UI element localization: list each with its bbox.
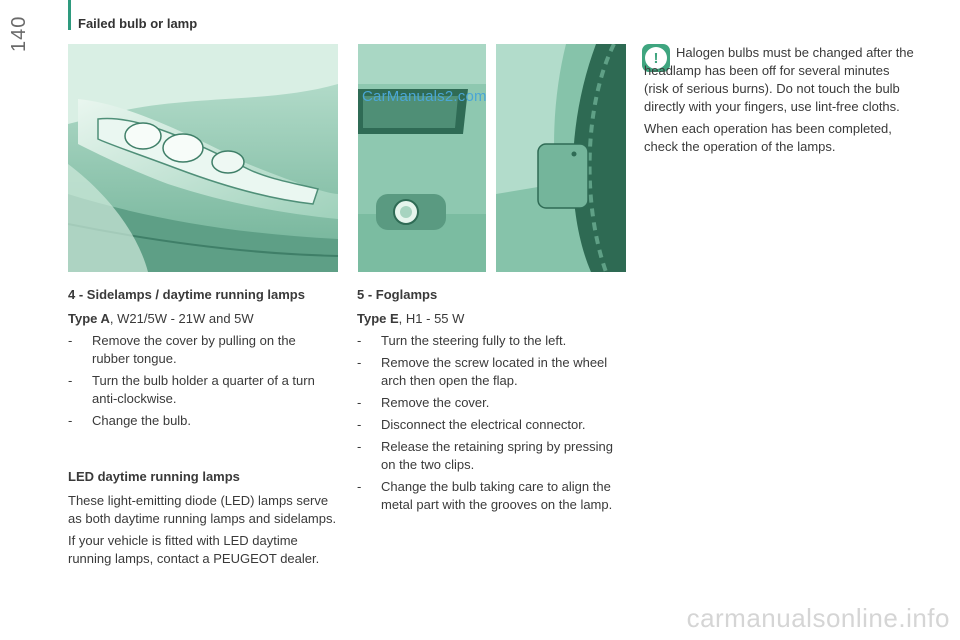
step-text: Disconnect the electrical connector.	[381, 417, 586, 432]
list-item: - Release the retaining spring by pressing on the two clips.	[357, 439, 613, 472]
watermark-carmanuals2: CarManuals2.com	[362, 88, 487, 105]
page-header-title: Failed bulb or lamp	[78, 16, 198, 31]
bulb-type-value: , W21/5W - 21W and 5W	[109, 311, 254, 326]
step-text: Change the bulb.	[92, 413, 192, 428]
section-heading: LED daytime running lamps	[68, 469, 240, 484]
led-paragraph: These light-emitting diode (LED) lamps serve as both daytime running lamps and sidelamps.	[68, 493, 337, 526]
bulb-type-value: , H1 - 55 W	[398, 311, 465, 326]
step-text: Remove the cover.	[381, 395, 490, 410]
step-text: Change the bulb taking care to align the metal part with the grooves on the lamp.	[381, 479, 613, 512]
bulb-type-line	[68, 310, 330, 328]
list-item: - Remove the screw located in the wheel arch then open the flap.	[357, 355, 608, 388]
page-number: 140	[8, 15, 30, 52]
headlamp-illustration	[68, 44, 338, 272]
list-item: - Remove the cover by pulling on the rubber tongue.	[68, 333, 296, 366]
warning-paragraph: Halogen bulbs must be changed after the headlamp has been off for several minutes (risk of serious burns). Do not touch the bulb directly with your fingers, use lint-free cloths.	[644, 45, 914, 114]
step-text: Remove the cover by pulling on the rubber tongue.	[92, 333, 296, 366]
section-heading: 5 - Foglamps	[357, 287, 438, 302]
led-section	[68, 468, 338, 572]
list-item: - Turn the bulb holder a quarter of a turn anti-clockwise.	[68, 373, 315, 406]
list-item: - Change the bulb taking care to align the metal part with the grooves on the lamp.	[357, 479, 613, 512]
bulb-type-line	[357, 310, 627, 328]
step-text: Turn the bulb holder a quarter of a turn anti-clockwise.	[92, 373, 315, 406]
header-accent-bar	[68, 0, 71, 30]
watermark-carmanualsonline: carmanualsonline.info	[686, 603, 950, 633]
sidelamps-section	[68, 286, 330, 434]
warning-paragraph: When each operation has been completed, check the operation of the lamps.	[644, 121, 892, 154]
led-paragraph: If your vehicle is fitted with LED daytime running lamps, contact a PEUGEOT dealer.	[68, 533, 320, 566]
list-item: - Turn the steering fully to the left.	[357, 333, 567, 348]
section-heading: 4 - Sidelamps / daytime running lamps	[68, 287, 305, 302]
step-text: Turn the steering fully to the left.	[381, 333, 567, 348]
list-item: - Change the bulb.	[68, 413, 192, 428]
list-item: - Disconnect the electrical connector.	[357, 417, 586, 432]
warning-text	[644, 44, 914, 160]
bulb-type-label: Type A	[68, 311, 110, 326]
foglamp-bumper-illustration	[358, 44, 486, 272]
warning-symbol: !	[645, 47, 667, 69]
bulb-type-label: Type E	[357, 311, 399, 326]
step-text: Remove the screw located in the wheel arch then open the flap.	[381, 355, 608, 388]
foglamps-section	[357, 286, 627, 518]
list-item: - Remove the cover.	[357, 395, 490, 410]
wheel-arch-illustration	[496, 44, 626, 272]
step-text: Release the retaining spring by pressing on the two clips.	[381, 439, 613, 472]
